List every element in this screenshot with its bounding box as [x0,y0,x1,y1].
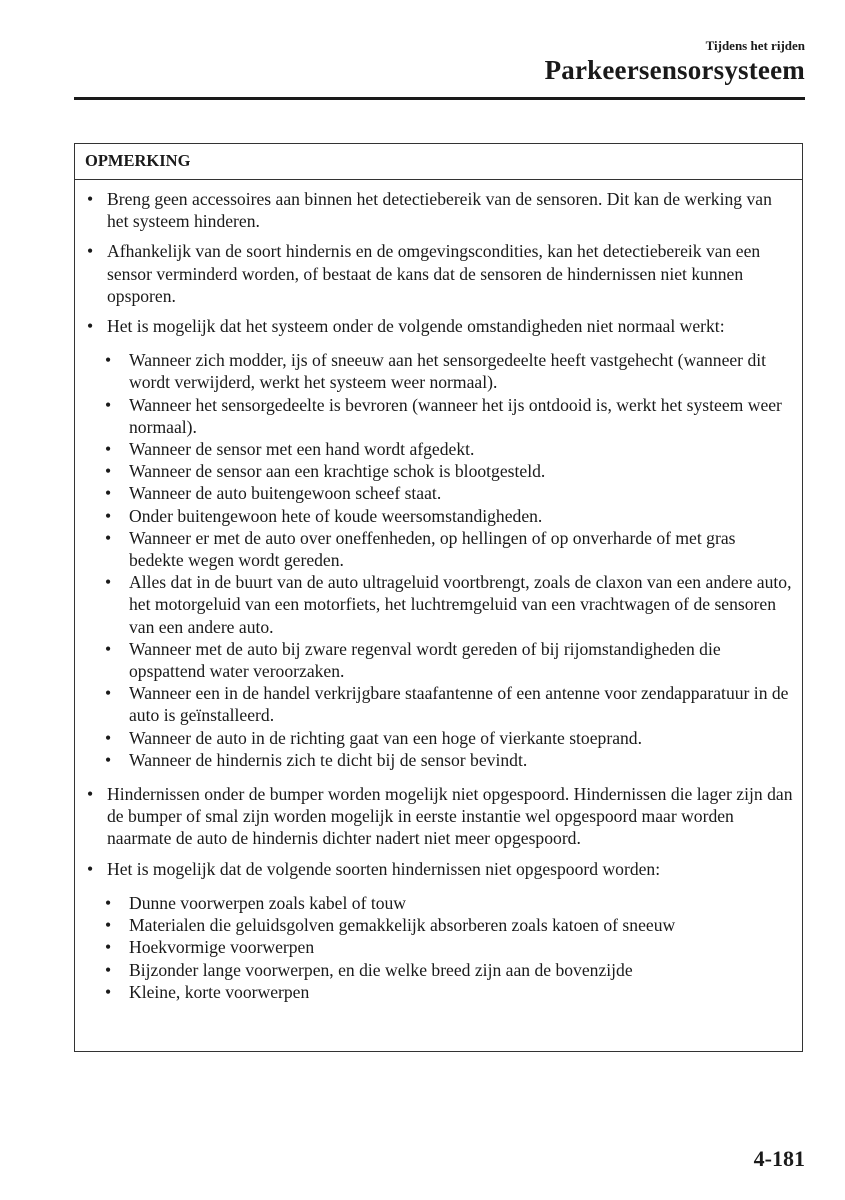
sub-list-item [103,682,794,726]
bullet-text: Hindernissen onder de bumper worden mogelijk niet opgespoord. Hindernissen die lager zijn dan de bumper of smal zijn worden mogelijk in eerste instantie wel opgespoord maar worden naarmate de auto de hindernis dichter nadert niet meer opgespoord. [107,784,793,849]
note-bullet [87,240,794,307]
bullet-marker: • [105,981,112,1002]
note-body [75,180,802,1003]
sub-list-item [103,892,794,914]
sub-list-item [103,527,794,571]
bullet-marker: • [105,483,112,504]
bullet-marker: • [105,527,112,548]
sub-item-text: Wanneer de sensor aan een krachtige schok is blootgesteld. [129,461,546,482]
sub-list-item [103,394,794,438]
bullet-marker: • [105,350,112,371]
header-rule [74,97,805,100]
sub-item-text: Dunne voorwerpen zoals kabel of touw [129,892,407,913]
sub-list-item [103,727,794,749]
bullet-marker: • [105,727,112,748]
sub-item-text: Kleine, korte voorwerpen [129,981,310,1002]
note-heading: OPMERKING [75,144,802,180]
sub-list-item [103,349,794,393]
sub-item-text: Bijzonder lange voorwerpen, en die welke breed zijn aan de bovenzijde [129,959,633,980]
sub-item-text: Wanneer de hindernis zich te dicht bij de sensor bevindt. [129,749,528,770]
sub-item-text: Onder buitengewoon hete of koude weersomstandigheden. [129,505,543,526]
sub-list-item [103,482,794,504]
section-label: Tijdens het rijden [705,38,805,53]
bullet-marker: • [105,638,112,659]
bullet-text: Breng geen accessoires aan binnen het detectiebereik van de sensoren. Dit kan de werking van het systeem hinderen. [107,189,772,232]
sub-item-text: Hoekvormige voorwerpen [129,937,315,958]
note-bullet [87,783,794,850]
bullet-text: Afhankelijk van de soort hindernis en de omgevingscondities, kan het detectiebereik van een sensor verminderd worden, of bestaat de kans dat de sensoren de hindernissen niet kunnen opsporen. [107,241,761,306]
sub-item-text: Alles dat in de buurt van de auto ultrageluid voortbrengt, zoals de claxon van een andere auto, het motorgeluid van een motorfiets, het luchtremgeluid van een vrachtwagen of de sensoren van een andere auto. [129,572,792,637]
bullet-marker: • [105,394,112,415]
bullet-text: Het is mogelijk dat de volgende soorten hindernissen niet opgespoord worden: [107,858,661,879]
bullet-text: Het is mogelijk dat het systeem onder de volgende omstandigheden niet normaal werkt: [107,316,725,337]
sub-item-text: Wanneer met de auto bij zware regenval wordt gereden of bij rijomstandigheden die opspattend water veroorzaken. [129,638,721,682]
bullet-marker: • [87,189,94,209]
bullet-marker: • [105,959,112,980]
sub-list-item [103,981,794,1003]
bullet-marker: • [87,858,94,879]
sub-item-text: Wanneer het sensorgedeelte is bevroren (wanneer het ijs ontdooid is, werkt het systeem weer normaal). [129,394,782,437]
page-title: Parkeersensorsysteem [544,55,805,85]
sub-item-text: Wanneer de sensor met een hand wordt afgedekt. [129,439,475,460]
note-bullet [87,858,794,880]
note-box [74,143,803,1052]
sub-list-item [103,438,794,460]
sub-list-item [103,638,794,682]
sub-list-item [103,749,794,771]
sub-item-text: Wanneer de auto in de richting gaat van een hoge of vierkante stoeprand. [129,727,642,748]
sub-list [87,892,794,1003]
bullet-marker: • [105,505,112,526]
bullet-marker: • [105,937,112,958]
sub-item-text: Materialen die geluidsgolven gemakkelijk absorberen zoals katoen of sneeuw [129,915,676,936]
bullet-marker: • [105,915,112,936]
sub-item-text: Wanneer een in de handel verkrijgbare staafantenne of een antenne voor zendapparatuur in de auto is geïnstalleerd. [129,683,789,726]
note-bullet [87,188,794,232]
bullet-marker: • [105,683,112,704]
bullet-marker: • [87,316,94,337]
bullet-marker: • [105,461,112,482]
bullet-marker: • [105,439,112,460]
sub-list-item [103,505,794,527]
bullet-marker: • [105,572,112,593]
sub-list-item [103,959,794,981]
page-number: 4-181 [753,1146,805,1171]
bullet-marker: • [105,749,112,770]
sub-item-text: Wanneer er met de auto over oneffenheden, op hellingen of op onverharde of met gras bedekte wegen wordt gereden. [129,527,736,571]
sub-item-text: Wanneer zich modder, ijs of sneeuw aan het sensorgedeelte heeft vastgehecht (wanneer dit wordt verwijderd, werkt het systeem weer normaal). [129,350,767,393]
bullet-marker: • [87,784,94,805]
bullet-marker: • [105,892,112,913]
note-bullet [87,315,794,337]
sub-list-item [103,936,794,958]
sub-list-item [103,571,794,638]
sub-item-text: Wanneer de auto buitengewoon scheef staat. [129,483,442,504]
sub-list [87,349,794,771]
bullet-marker: • [87,241,94,262]
sub-list-item [103,914,794,936]
sub-list-item [103,460,794,482]
